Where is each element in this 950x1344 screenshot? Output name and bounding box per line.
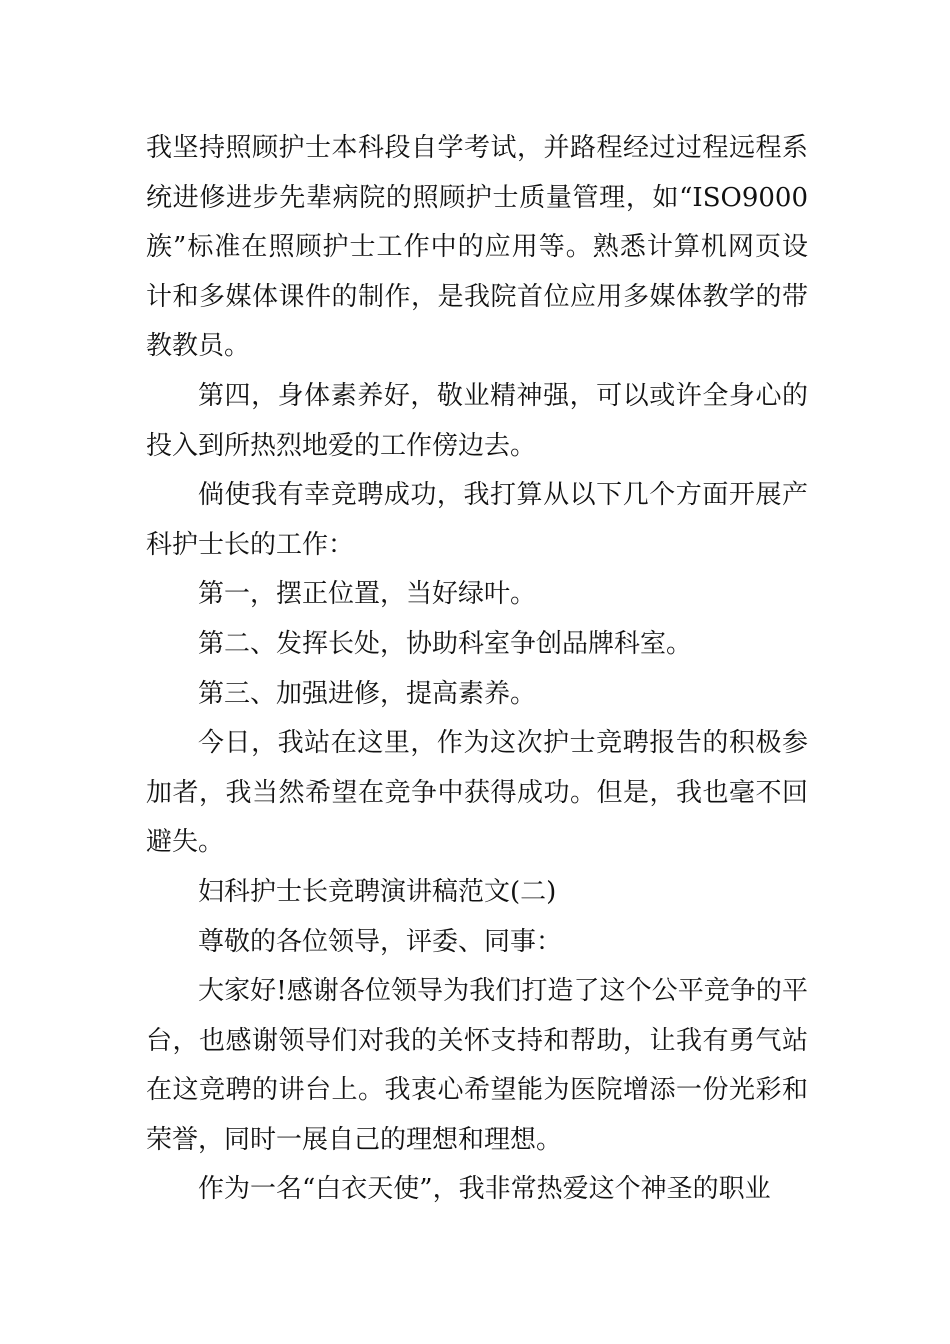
paragraph-3: 倘使我有幸竞聘成功，我打算从以下几个方面开展产科护士长的工作：: [146, 480, 808, 560]
paragraph-1: 我坚持照顾护士本科段自学考试，并路程经过过程远程系统进修进步先辈病院的照顾护士质量管理，如“ISO9000族”标准在照顾护士工作中的应用等。熟悉计算机网页设计和多媒体课件的制作，是我院首位应用多媒体教学的带教教员。: [146, 133, 808, 362]
section-heading: 妇科护士长竞聘演讲稿范文(二): [198, 876, 557, 907]
paragraph-11: 作为一名“白衣天使”，我非常热爱这个神圣的职业: [198, 1174, 771, 1205]
paragraph-10: 大家好!感谢各位领导为我们打造了这个公平竞争的平台，也感谢领导们对我的关怀支持和帮助，让我有勇气站在这竞聘的讲台上。我衷心希望能为医院增添一份光彩和荣誉，同时一展自己的理想和理想。: [146, 976, 808, 1155]
document-body: [146, 124, 808, 1215]
salutation: 尊敬的各位领导，评委、同事：: [198, 926, 563, 957]
paragraph-4: 第一，摆正位置，当好绿叶。: [198, 579, 537, 610]
paragraph-7: 今日，我站在这里，作为这次护士竞聘报告的积极参加者，我当然希望在竞争中获得成功。但是，我也毫不回避失。: [146, 728, 808, 858]
paragraph-2: 第四，身体素养好，敬业精神强，可以或许全身心的投入到所热烈地爱的工作傍边去。: [146, 380, 808, 461]
paragraph-5: 第二、发挥长处，协助科室争创品牌科室。: [198, 628, 693, 659]
paragraph-6: 第三、加强进修，提高素养。: [198, 678, 537, 709]
